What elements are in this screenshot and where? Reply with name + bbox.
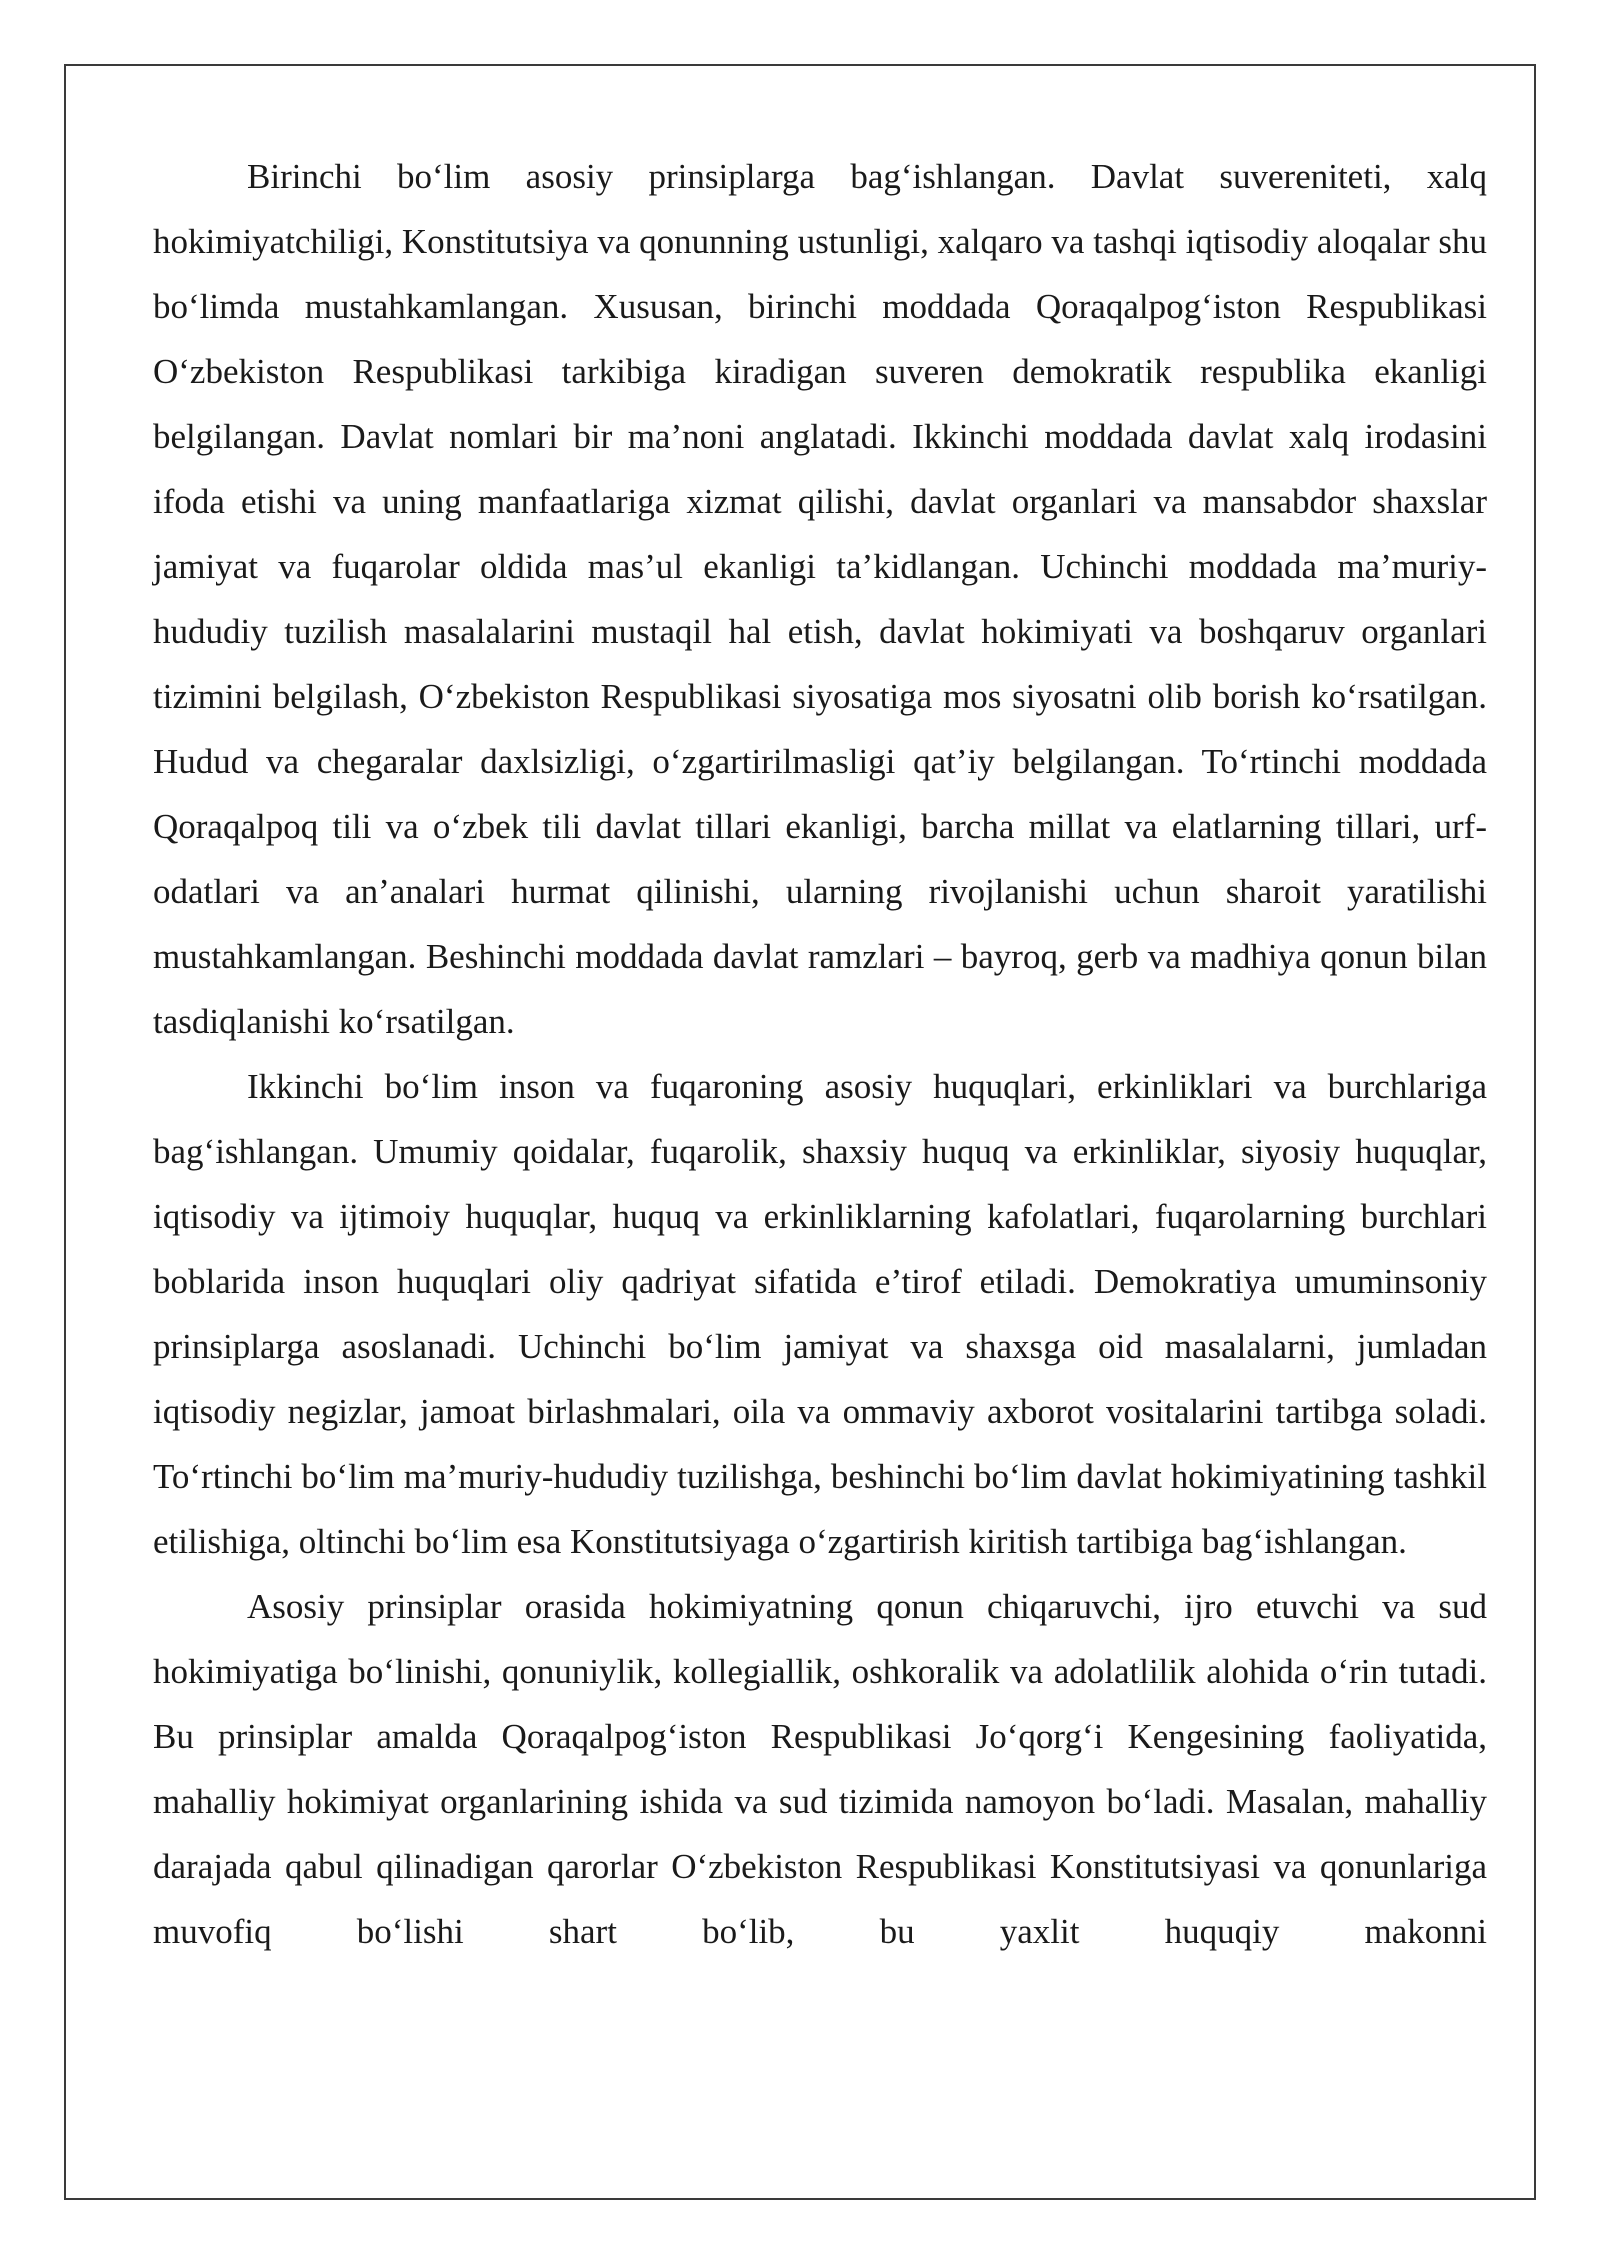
document-body <box>153 144 1487 1964</box>
paragraph-3: Asosiy prinsiplar orasida hokimiyatning qonun chiqaruvchi, ijro etuvchi va sud hokimiyatiga bo‘linishi, qonuniylik, kollegiallik, oshkoralik va adolatlilik alohida o‘rin tutadi. Bu prinsiplar amalda Qoraqalpog‘iston Respublikasi Jo‘qorg‘i Kengesining faoliyatida, mahalliy hokimiyat organlarining ishida va sud tizimida namoyon bo‘ladi. Masalan, mahalliy darajada qabul qilinadigan qarorlar O‘zbekiston Respublikasi Konstitutsiyasi va qonunlariga muvofiq bo‘lishi shart bo‘lib, bu yaxlit huquqiy makonni <box>153 1587 1487 1951</box>
paragraph-2: Ikkinchi bo‘lim inson va fuqaroning asosiy huquqlari, erkinliklari va burchlariga bag‘ishlangan. Umumiy qoidalar, fuqarolik, shaxsiy huquq va erkinliklar, siyosiy huquqlar, iqtisodiy va ijtimoiy huquqlar, huquq va erkinliklarning kafolatlari, fuqarolarning burchlari boblarida inson huquqlari oliy qadriyat sifatida e’tirof etiladi. Demokratiya umuminsoniy prinsiplarga asoslanadi. Uchinchi bo‘lim jamiyat va shaxsga oid masalalarni, jumladan iqtisodiy negizlar, jamoat birlashmalari, oila va ommaviy axborot vositalarini tartibga soladi. To‘rtinchi bo‘lim ma’muriy-hududiy tuzilishga, beshinchi bo‘lim davlat hokimiyatining tashkil etilishiga, oltinchi bo‘lim esa Konstitutsiyaga o‘zgartirish kiritish tartibiga bag‘ishlangan. <box>153 1067 1487 1561</box>
paragraph-1: Birinchi bo‘lim asosiy prinsiplarga bag‘ishlangan. Davlat suvereniteti, xalq hokimiyatchiligi, Konstitutsiya va qonunning ustunligi, xalqaro va tashqi iqtisodiy aloqalar shu bo‘limda mustahkamlangan. Xususan, birinchi moddada Qoraqalpog‘iston Respublikasi O‘zbekiston Respublikasi tarkibiga kiradigan suveren demokratik respublika ekanligi belgilangan. Davlat nomlari bir ma’noni anglatadi. Ikkinchi moddada davlat xalq irodasini ifoda etishi va uning manfaatlariga xizmat qilishi, davlat organlari va mansabdor shaxslar jamiyat va fuqarolar oldida mas’ul ekanligi ta’kidlangan. Uchinchi moddada ma’muriy-hududiy tuzilish masalalarini mustaqil hal etish, davlat hokimiyati va boshqaruv organlari tizimini belgilash, O‘zbekiston Respublikasi siyosatiga mos siyosatni olib borish ko‘rsatilgan. Hudud va chegaralar daxlsizligi, o‘zgartirilmasligi qat’iy belgilangan. To‘rtinchi moddada Qoraqalpoq tili va o‘zbek tili davlat tillari ekanligi, barcha millat va elatlarning tillari, urf-odatlari va an’analari hurmat qilinishi, ularning rivojlanishi uchun sharoit yaratilishi mustahkamlangan. Beshinchi moddada davlat ramzlari – bayroq, gerb va madhiya qonun bilan tasdiqlanishi ko‘rsatilgan. <box>153 157 1487 1041</box>
